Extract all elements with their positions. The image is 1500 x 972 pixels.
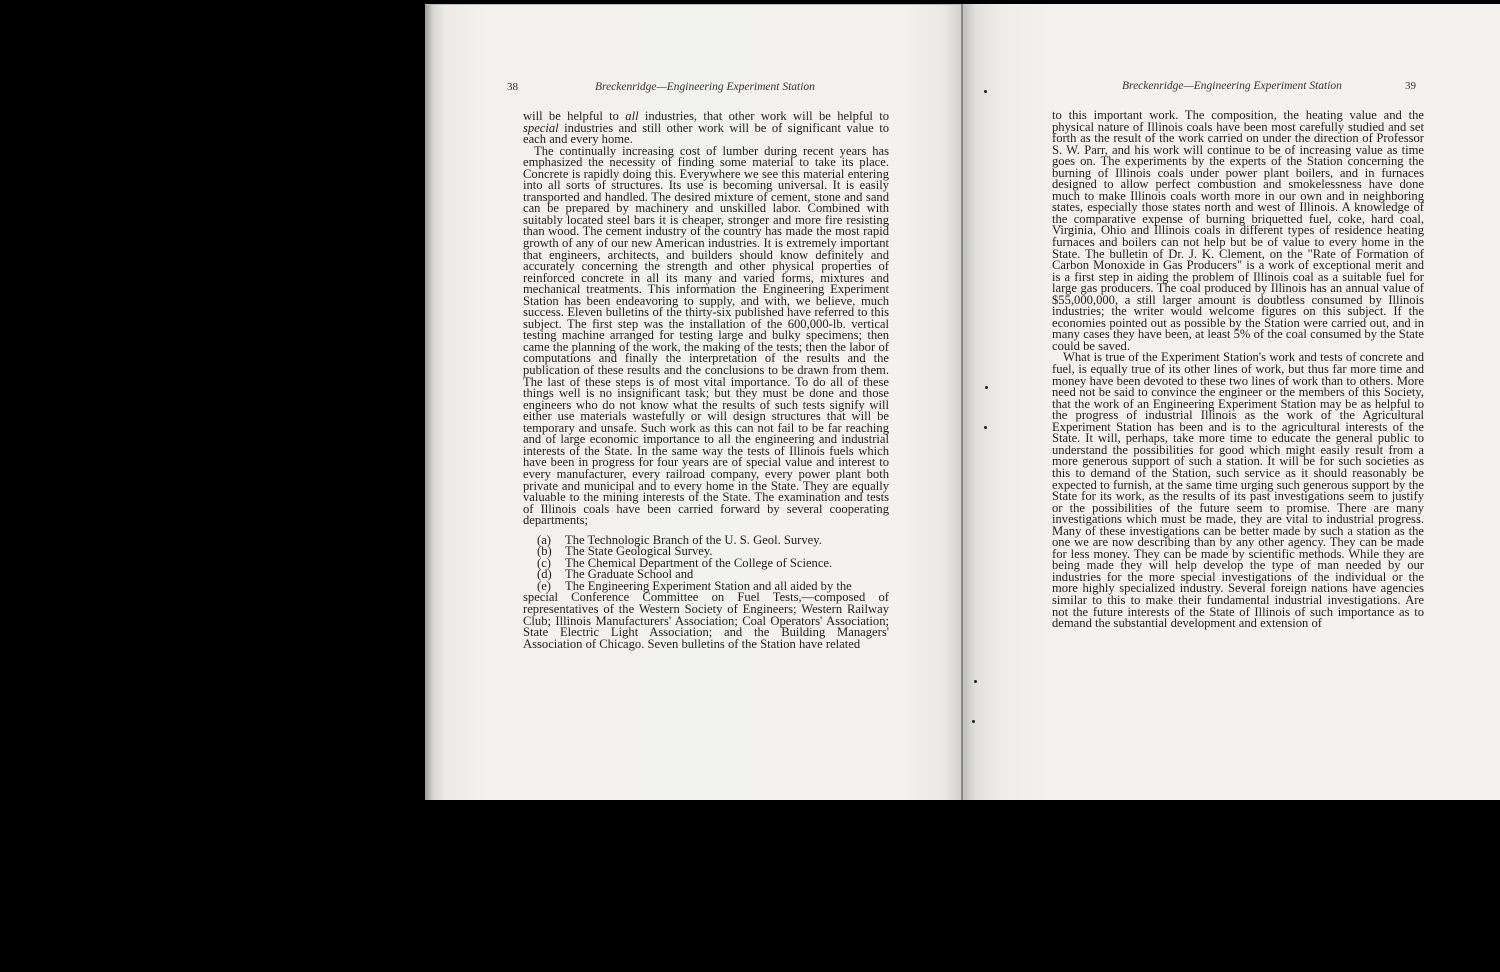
- list-item: (d) The Graduate School and: [537, 567, 694, 582]
- running-head-left: Breckenridge—Engineering Experiment Station: [595, 81, 815, 93]
- paragraph: What is true of the Experiment Station's work and tests of concrete and fuel, is equally true of its other lines of work, but thus far more time and money have been devoted to these two lines of work than to others. More need not be said to convince the engineer or the members of this Society, that the work of an Engineering Experiment Station may be as helpful to the progress of industrial Illinois as the work of the Agricultural Experiment Station has been and is to the agricultural interests of the State. It will, perhaps, take more time to educate the general public to understand the possibilities for good which might easily result from a more generous support of such a station. It will be for such societies as this to demand of the Station, such service as it should reasonably be expected to furnish, at the same time urging such generous support by the State for its work, as the results of its past investigations seem to justify or the possibilities of the future seem to promise. There are many investigations which must be made, they are vital to industrial progress. Many of these investigations can be better made by such a station as the one we are now describing than by any other agency. They can be made for less money. They can be made by scientific methods. While they are being made they will help develop the type of man needed by our industries for the more special investigations of the individual or the more highly specialized industry. Several foreign nations have agencies similar to this to make their fundamental industrial investigations. Are not the future interests of the State of Illinois of such importance as to demand the substantial development and extension of: [1052, 350, 1424, 631]
- list-item: (c) The Chemical Department of the College of Science.: [537, 555, 833, 570]
- department-list: [523, 532, 889, 593]
- running-head-right: Breckenridge—Engineering Experiment Station: [1122, 80, 1342, 92]
- list-item: (e) The Engineering Experiment Station and all aided by the: [537, 578, 852, 593]
- paragraph: The continually increasing cost of lumber during recent years has emphasized the necessity of finding some material to take its place. Concrete is rapidly doing this. Everywhere we see this material entering into all sorts of structures. Its use is becoming universal. It is easily transported and handled. The desired mixture of cement, stone and sand can be prepared by machinery and unskilled labor. Combined with suitably located steel bars it is cheaper, stronger and more fire resisting than wood. The cement industry of the country has made the most rapid growth of any of our new American industries. It is extremely important that engineers, architects, and builders should know definitely and accurately concerning the strength and other physical properties of reinforced concrete in all its many and varied forms, mixtures and mechanical treatments. This information the Engineering Experiment Station has been endeavoring to supply, and with, we believe, much success. Eleven bulletins of the thirty-six published have referred to this subject. The first step was the installation of the 600,000-lb. vertical testing machine arranged for testing large and bulky specimens; then came the planning of the work, the making of the tests; then the labor of computations and finally the interpretation of the results and the publication of these results and the conclusions to be drawn from them. The last of these steps is of most vital importance. To do all of these things well is no insignificant task; but they must be done and those engineers who do not know what the results of such tests signify will either use materials wastefully or will design structures that will be temporary and unsafe. Such work as this can not fail to be far reaching and of large economic importance to all the engineering and industrial interests of the State. In the same way the tests of Illinois fuels which have been in progress for four years are of special value and interest to every manufacturer, every railroad company, every power plant both private and municipal and to every home in the State. They are equally valuable to the mining interests of the State. The examination and tests of Illinois coals have been carried forward by several cooperating departments;: [523, 143, 889, 528]
- scan-speck: [984, 426, 987, 429]
- page-number-left: 38: [507, 81, 518, 93]
- right-page-body: [1052, 110, 1424, 630]
- list-item: (a) The Technologic Branch of the U. S. Geol. Survey.: [537, 532, 822, 547]
- left-page: [425, 4, 962, 800]
- book-gutter: [961, 4, 963, 800]
- list-item: (b) The State Geological Survey.: [537, 544, 713, 559]
- paragraph: will be helpful to all industries, that other work will be helpful to special industries and still other work will be of significant value to each and every home.: [523, 109, 889, 147]
- scan-speck: [972, 720, 975, 723]
- left-page-body: [523, 111, 889, 650]
- open-book-spread: [425, 4, 1500, 800]
- scan-speck: [984, 90, 987, 93]
- scan-speck: [985, 386, 988, 389]
- page-number-right: 39: [1405, 80, 1416, 92]
- paragraph: special Conference Committee on Fuel Tests,—composed of representatives of the Western Society of Engineers; Western Railway Club; Illinois Manufacturers' Association; Coal Operators' Association; State Electric Light Association; and the Building Managers' Association of Chicago. Seven bulletins of the Station have related: [523, 590, 889, 651]
- scan-speck: [974, 680, 977, 683]
- paragraph: to this important work. The composition, the heating value and the physical nature of Illinois coals have been most carefully studied and set forth as the result of the work carried on under the direction of Professor S. W. Parr, and his work will continue to be of increasing value as time goes on. The experiments by the experts of the Station concerning the burning of Illinois coals under power plant boilers, and in furnaces designed to allow perfect combustion and smokelessness have done much to make Illinois coals worth more in our own and in neighboring states, especially those states north and west of Illinois. A knowledge of the comparative expense of burning briquetted fuel, coke, hard coal, Virginia, Ohio and Illinois coals in different types of residence heating furnaces and boilers can not help but be of value to every home in the State. The bulletin of Dr. J. K. Clement, on the "Rate of Formation of Carbon Monoxide in Gas Producers" is a work of exceptional merit and is a first step in aiding the problem of Illinois coal as a suitable fuel for large gas producers. The coal produced by Illinois has an annual value of $55,000,000, a still larger amount is doubtless consumed by Illinois industries; the writer would welcome figures on this subject. If the economies pointed out as possible by the Station were carried out, and in many cases they have been, at least 5% of the coal consumed by the State could be saved.: [1052, 108, 1424, 353]
- right-page: [962, 4, 1500, 800]
